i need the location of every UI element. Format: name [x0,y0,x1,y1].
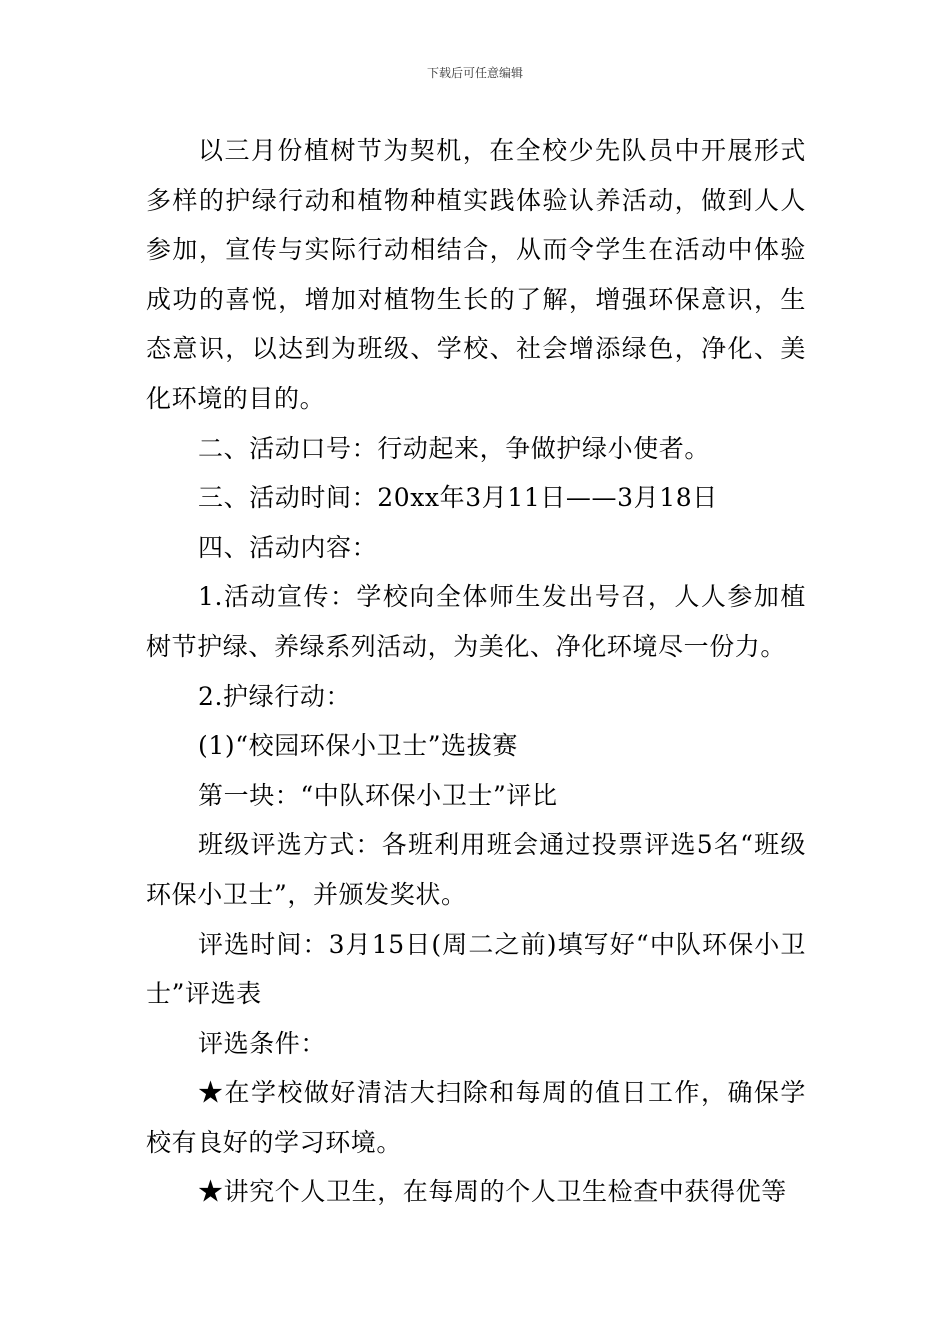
paragraph-slogan: 二、活动口号：行动起来，争做护绿小使者。 [198,433,711,463]
paragraph-content-heading: 四、活动内容： [198,532,378,562]
paragraph-publicity: 1.活动宣传：学校向全体师生发出号召，人人参加植树节护绿、养绿系列活动，为美化、净化环境尽一份力。 [146,582,806,661]
page-header: 下载后可任意编辑 [426,66,523,80]
paragraph-time: 三、活动时间：20xx年3月11日——3月18日 [198,483,718,513]
paragraph-contest: (1)“校园环保小卫士”选拔赛 [198,731,518,761]
paragraph-criterion-1: ★在学校做好清洁大扫除和每周的值日工作，确保学校有良好的学习环境。 [146,1078,806,1157]
paragraph-green-action: 2.护绿行动： [198,681,352,711]
paragraph-part-one: 第一块：“中队环保小卫士”评比 [198,780,558,810]
paragraph-intro: 以三月份植树节为契机，在全校少先队员中开展形式多样的护绿行动和植物种植实践体验认养活动，做到人人参加，宣传与实际行动相结合，从而令学生在活动中体验成功的喜悦，增加对植物生长的了解，增强环保意识，生态意识，以达到为班级、学校、社会增添绿色，净化、美化环境的目的。 [146,136,806,413]
paragraph-criterion-2: ★讲究个人卫生，在每周的个人卫生检查中获得优等 [198,1177,787,1207]
paragraph-selection-time: 评选时间：3月15日(周二之前)填写好“中队环保小卫士”评选表 [146,929,806,1009]
document-body [146,126,806,1217]
paragraph-criteria-heading: 评选条件： [198,1028,327,1058]
paragraph-class-method: 班级评选方式：各班利用班会通过投票评选5名“班级环保小卫士”，并颁发奖状。 [146,830,806,909]
